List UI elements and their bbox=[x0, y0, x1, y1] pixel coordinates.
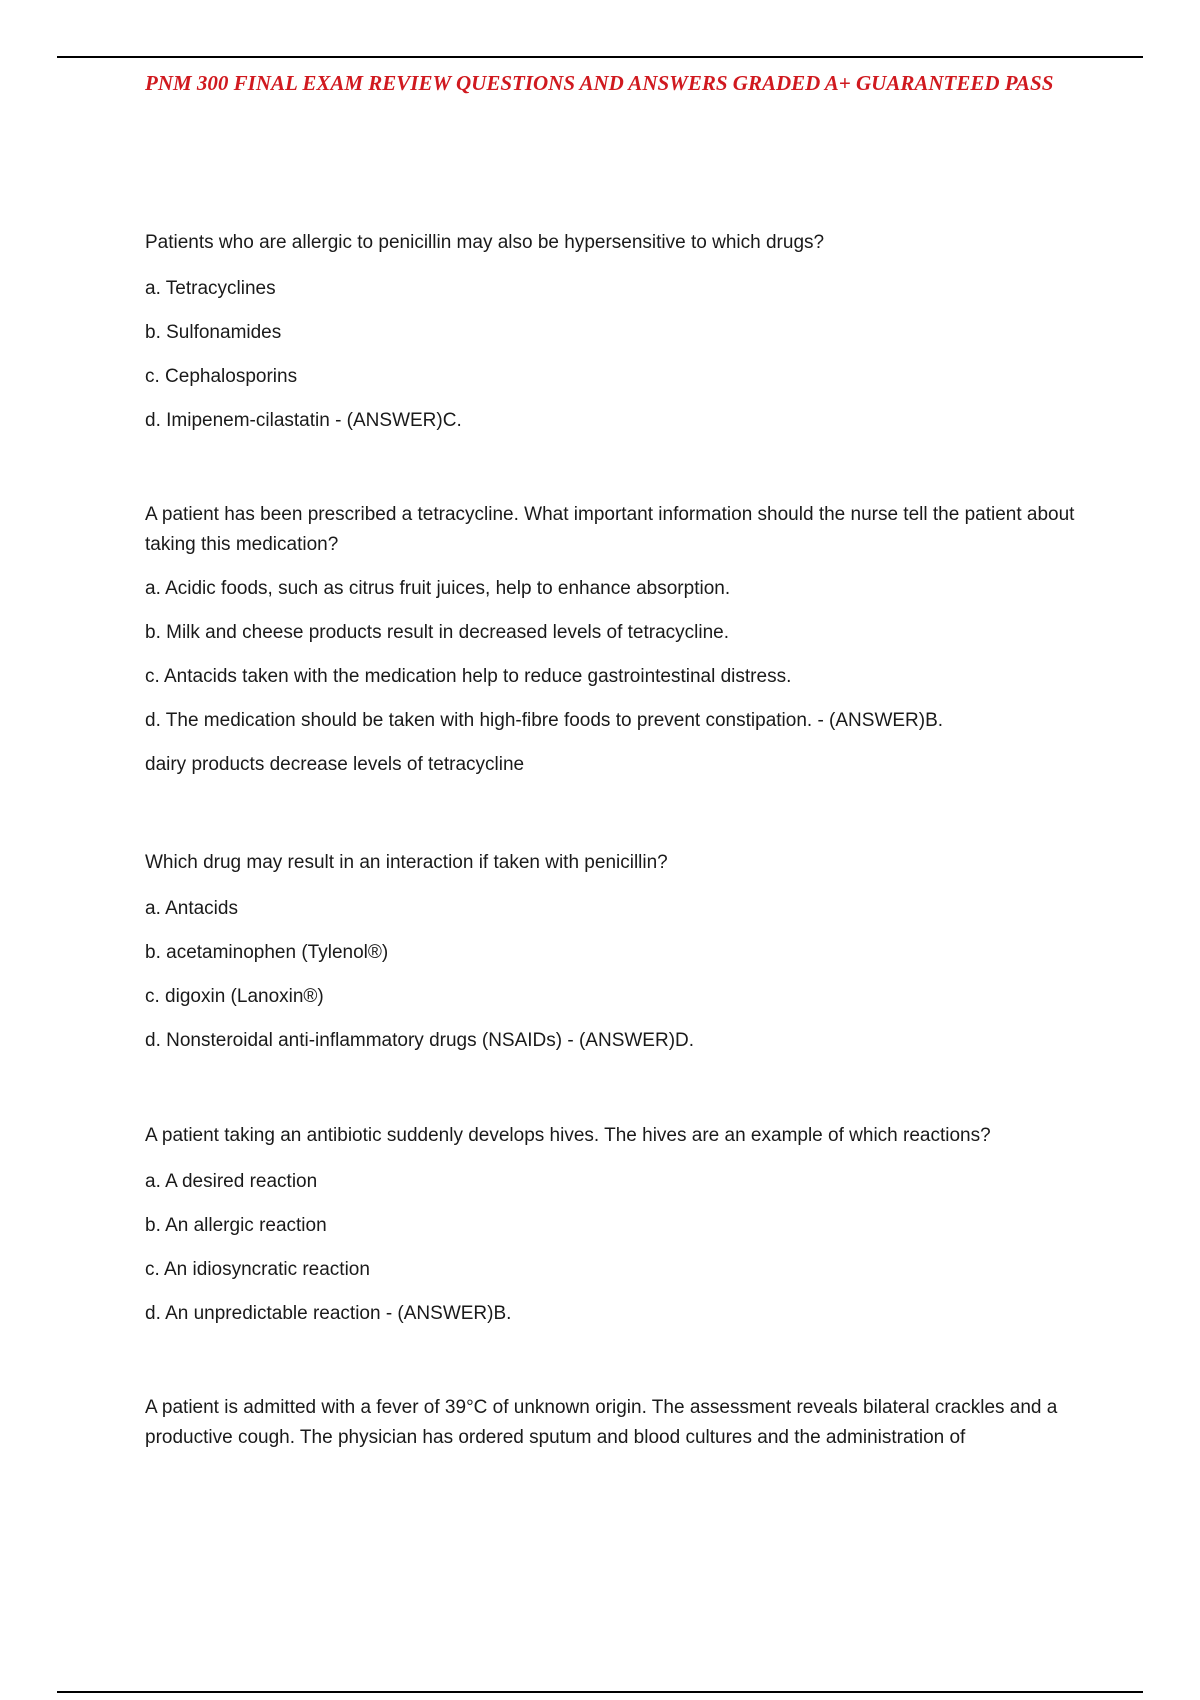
answer-option: b. Sulfonamides bbox=[145, 322, 282, 343]
answer-option: d. Nonsteroidal anti-inflammatory drugs (NSAIDs) - (ANSWER)D. bbox=[145, 1030, 695, 1051]
answer-option: c. Antacids taken with the medication help to reduce gastrointestinal distress. bbox=[145, 666, 792, 687]
answer-option: b. Milk and cheese products result in decreased levels of tetracycline. bbox=[145, 622, 730, 643]
answer-option: c. digoxin (Lanoxin®) bbox=[145, 986, 324, 1007]
answer-option: d. An unpredictable reaction - (ANSWER)B. bbox=[145, 1303, 512, 1324]
answer-option: a. A desired reaction bbox=[145, 1171, 318, 1192]
answer-option: d. The medication should be taken with high-fibre foods to prevent constipation. - (ANSWER)B. bbox=[145, 710, 944, 731]
footer-rule bbox=[57, 1691, 1143, 1693]
page-title: PNM 300 FINAL EXAM REVIEW QUESTIONS AND ANSWERS GRADED A+ GUARANTEED PASS bbox=[145, 71, 1054, 95]
answer-option: c. An idiosyncratic reaction bbox=[145, 1259, 370, 1280]
answer-option: b. acetaminophen (Tylenol®) bbox=[145, 942, 389, 963]
answer-option: a. Tetracyclines bbox=[145, 278, 276, 299]
header-rule bbox=[57, 56, 1143, 58]
question-block bbox=[145, 228, 1095, 436]
question-stem: Patients who are allergic to penicillin may also be hypersensitive to which drugs? bbox=[145, 232, 825, 253]
answer-option: d. Imipenem-cilastatin - (ANSWER)C. bbox=[145, 410, 462, 431]
question-stem: A patient is admitted with a fever of 39°C of unknown origin. The assessment reveals bilateral crackles and a productive cough. The physician has ordered sputum and blood cultures and the administration of bbox=[145, 1397, 1058, 1448]
answer-option: b. An allergic reaction bbox=[145, 1215, 327, 1236]
question-block bbox=[145, 500, 1095, 780]
question-block bbox=[145, 1393, 1095, 1453]
question-stem: A patient taking an antibiotic suddenly develops hives. The hives are an example of which reactions? bbox=[145, 1125, 991, 1146]
question-block bbox=[145, 848, 1095, 1056]
answer-option: c. Cephalosporins bbox=[145, 366, 298, 387]
answer-option: a. Antacids bbox=[145, 898, 238, 919]
question-block bbox=[145, 1121, 1095, 1329]
answer-note: dairy products decrease levels of tetracycline bbox=[145, 754, 525, 775]
question-stem: Which drug may result in an interaction if taken with penicillin? bbox=[145, 852, 668, 873]
answer-option: a. Acidic foods, such as citrus fruit juices, help to enhance absorption. bbox=[145, 578, 731, 599]
question-stem: A patient has been prescribed a tetracycline. What important information should the nurse tell the patient about taking this medication? bbox=[145, 504, 1075, 555]
